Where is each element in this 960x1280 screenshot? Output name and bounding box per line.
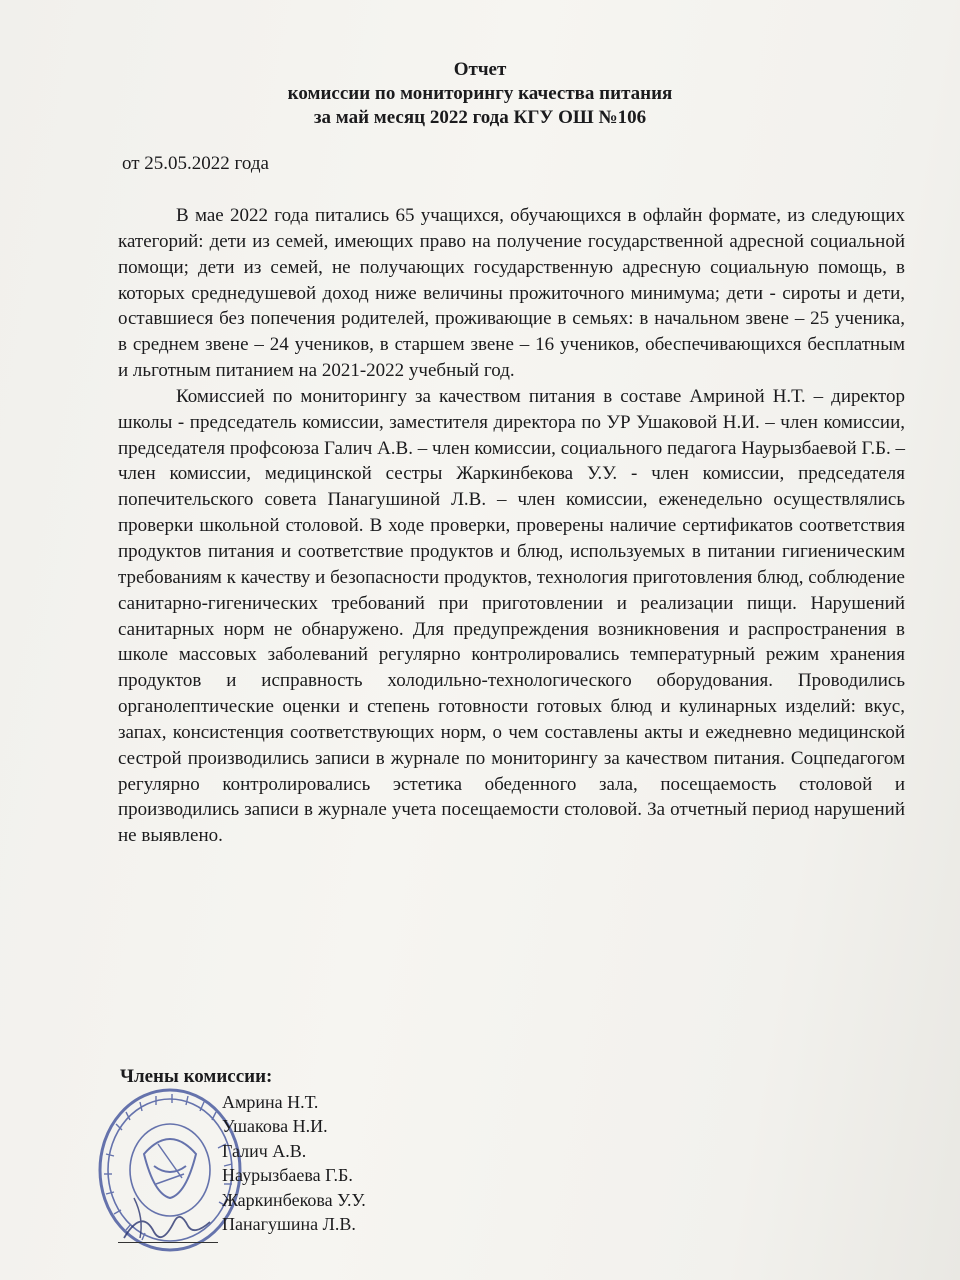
member-name: Галич А.В. — [222, 1140, 307, 1161]
title-line-1: Отчет — [453, 59, 507, 80]
members-title: Члены комиссии: — [120, 1066, 273, 1087]
document-title — [0, 58, 960, 130]
document-date: от 25.05.2022 года — [122, 153, 269, 174]
signature-line — [118, 1242, 218, 1243]
document-body — [118, 203, 905, 849]
title-line-2: комиссии по мониторингу качества питания — [287, 83, 673, 104]
members-list — [222, 1090, 366, 1236]
member-name: Амрина Н.Т. — [222, 1092, 319, 1112]
title-line-3: за май месяц 2022 года КГУ ОШ №106 — [313, 107, 647, 128]
member-name: Ушакова Н.И. — [222, 1116, 328, 1137]
member-name: Наурызбаева Г.Б. — [222, 1165, 353, 1186]
member-name: Жаркинбекова У.У. — [222, 1189, 366, 1210]
paragraph-2: Комиссией по мониторингу за качеством питания в составе Амриной Н.Т. – директор школы - председатель комиссии, заместителя директора по УР Ушаковой Н.И. – член комиссии, председателя профсоюза Галич А.В. – член комиссии, социального педагога Наурызбаевой Г.Б. – член комиссии, медицинской сестры Жаркинбекова У.У. - член комиссии, председателя попечительского совета Панагушиной Л.В. – член комиссии, еженедельно осуществлялись проверки школьной столовой. В ходе проверки, проверены наличие сертификатов соответствия продуктов питания и соответствие продуктов и блюд, используемых в питании гигиеническим требованиям к качеству и безопасности продуктов, технология приготовления блюд, соблюдение санитарно-гигенических требований при приготовлении и реализации пищи. Нарушений санитарных норм не обнаружено. Для предупреждения возникновения и распространения в школе массовых заболеваний регулярно контролировались температурный режим хранения продуктов и исправность холодильно-технологического оборудования. Проводились органолептические оценки и степень готовности готовых блюд и кулинарных изделий: вкус, запах, консистенция соответствующих норм, о чем составлены акты и ежедневно медицинской сестрой производились записи в журнале по мониторингу за качеством питания. Соцпедагогом регулярно контролировались эстетика обеденного зала, посещаемость столовой и производились записи в журнале учета посещаемости столовой. За отчетный период нарушений не выявлено. — [118, 385, 905, 847]
paragraph-1: В мае 2022 года питались 65 учащихся, обучающихся в офлайн формате, из следующих категорий: дети из семей, имеющих право на получение государственной адресной социальной помощи; дети из семей, не получающих государственную адресную социальную помощь, в которых среднедушевой доход ниже величины прожиточного минимума; дети - сироты и дети, оставшиеся без попечения родителей, проживающие в семьях: в начальном звене – 25 ученика, в среднем звене – 24 учеников, в старшем звене – 16 учеников, обеспечивающихся бесплатным и льготным питанием на 2021-2022 учебный год. — [118, 205, 905, 382]
member-name: Панагушина Л.В. — [222, 1214, 356, 1235]
signature-icon — [120, 1190, 230, 1250]
